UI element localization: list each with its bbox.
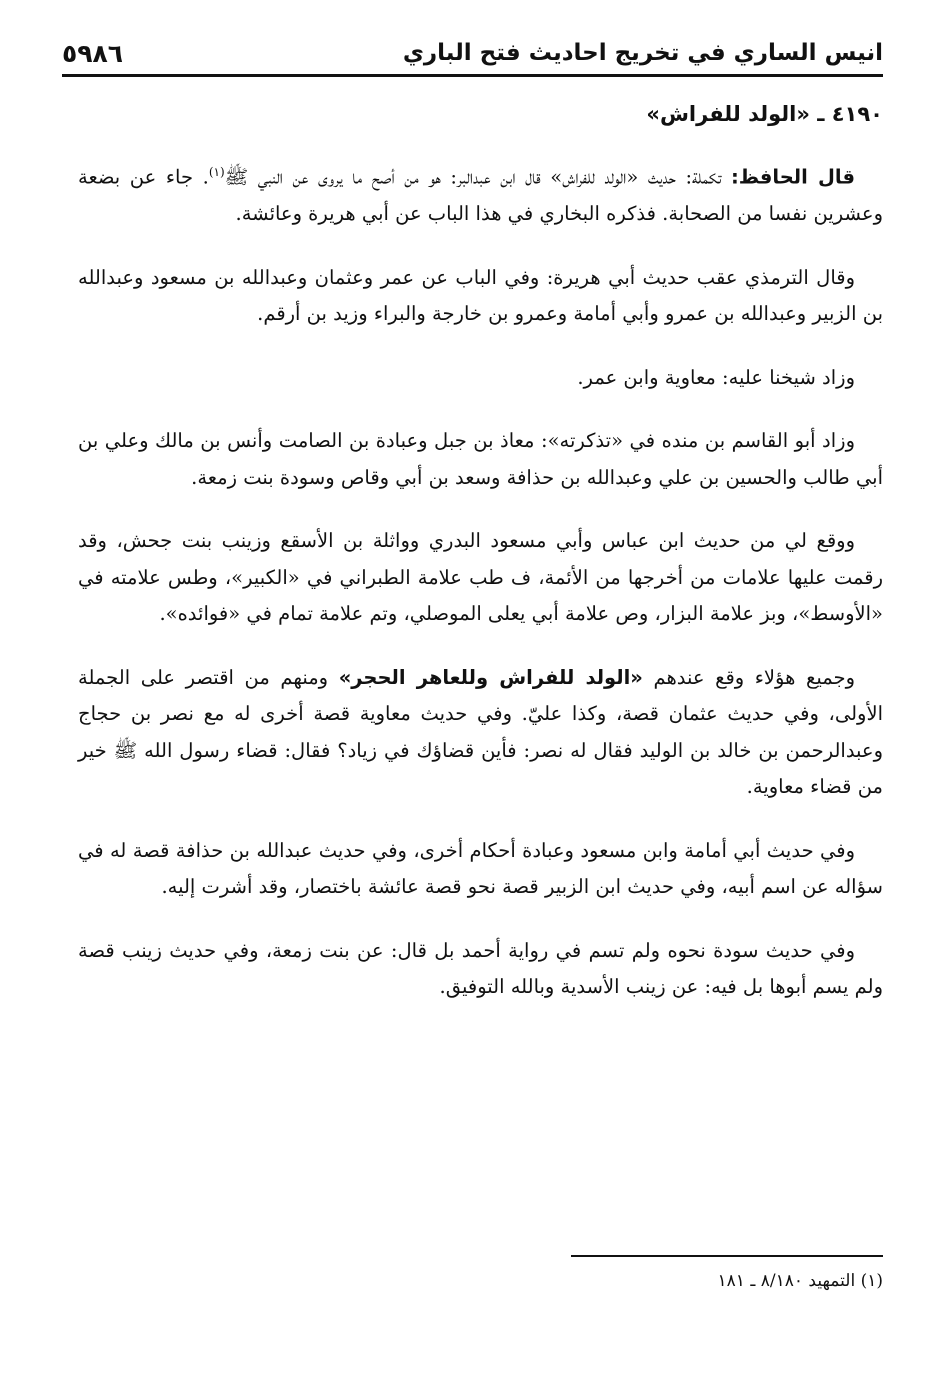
paragraph-lead: قال الحافظ: [730,165,855,189]
paragraph-1 [78,154,883,233]
footnote-divider [571,1255,883,1257]
paragraph-text: تكملة: حديث «الولد للفراش» قال ابن عبدالبر: هو من أصح ما يروى عن النبي ﷺ [224,165,731,189]
footnote-reference: (١) [208,165,225,179]
paragraph-text: وجميع هؤلاء وقع عندهم [642,665,856,689]
header-divider [62,74,883,77]
section-heading: ٤١٩٠ ـ «الولد للفراش» [646,102,883,126]
footnote-marker: (١) [860,1271,883,1291]
paragraph-3: وزاد شيخنا عليه: معاوية وابن عمر. [577,365,855,389]
paragraph-8: وفي حديث سودة نحوه ولم تسم في رواية أحمد بل قال: عن بنت زمعة، وفي حديث زينب قصة ولم يسم أبوها بل فيه: عن زينب الأسدية وبالله التوفيق. [78,938,883,998]
page-number: ٥٩٨٦ [62,38,124,68]
footnote-text: التمهيد ٨/١٨٠ ـ ١٨١ [717,1271,856,1291]
paragraph-7: وفي حديث أبي أمامة وابن مسعود وعبادة أحكام أخرى، وفي حديث عبدالله بن حذافة قصة له في سؤاله عن اسم أبيه، وفي حديث ابن الزبير قصة نحو قصة عائشة باختصار، وقد أشرت إليه. [78,838,883,898]
book-title: انيس الساري في تخريج احاديث فتح الباري [402,40,883,66]
paragraph-text: . جاء عن بضعة وعشرين نفسا من الصحابة. فذكره البخاري في هذا الباب عن أبي هريرة وعائشة. [78,165,883,225]
paragraph-text: ومنهم من اقتصر على الجملة الأولى، وفي حديث عثمان قصة، وكذا عليّ. وفي حديث معاوية قصة أخرى له مع نصر بن حجاج وعبدالرحمن بن خالد بن الوليد فقال له نصر: فأين قضاؤك في زياد؟ فقال: قضاء رسول الله ﷺ خير من قضاء معاوية. [78,665,883,798]
page-body [78,88,883,1033]
paragraph-4: وزاد أبو القاسم بن منده في «تذكرته»: معاذ بن جبل وعبادة بن الصامت وأنس بن مالك وعلي بن أبي طالب والحسين بن علي وعبدالله بن حذافة وسعد بن أبي وقاص وسودة بنت زمعة. [78,429,883,489]
footnote [78,1267,883,1295]
quoted-hadith: «الولد للفراش وللعاهر الحجر» [338,665,643,689]
paragraph-2: وقال الترمذي عقب حديث أبي هريرة: وفي الباب عن عمر وعثمان وعبدالله بن مسعود وعبدالله بن الزبير وعبدالله بن عمرو وأبي أمامة وعمرو بن خارجة والبراء وزيد بن أرقم. [78,265,883,325]
page-header [62,32,883,74]
paragraph-6 [78,660,883,806]
paragraph-5: ووقع لي من حديث ابن عباس وأبي مسعود البدري وواثلة بن الأسقع وزينب بنت جحش، وقد رقمت عليها علامات من أخرجها من الأئمة، ف طب علامة الطبراني في «الكبير»، وطس علامته في «الأوسط»، وبز علامة البزار، وص علامة أبي يعلى الموصلي، وتم علامة تمام في «فوائده». [78,529,883,625]
